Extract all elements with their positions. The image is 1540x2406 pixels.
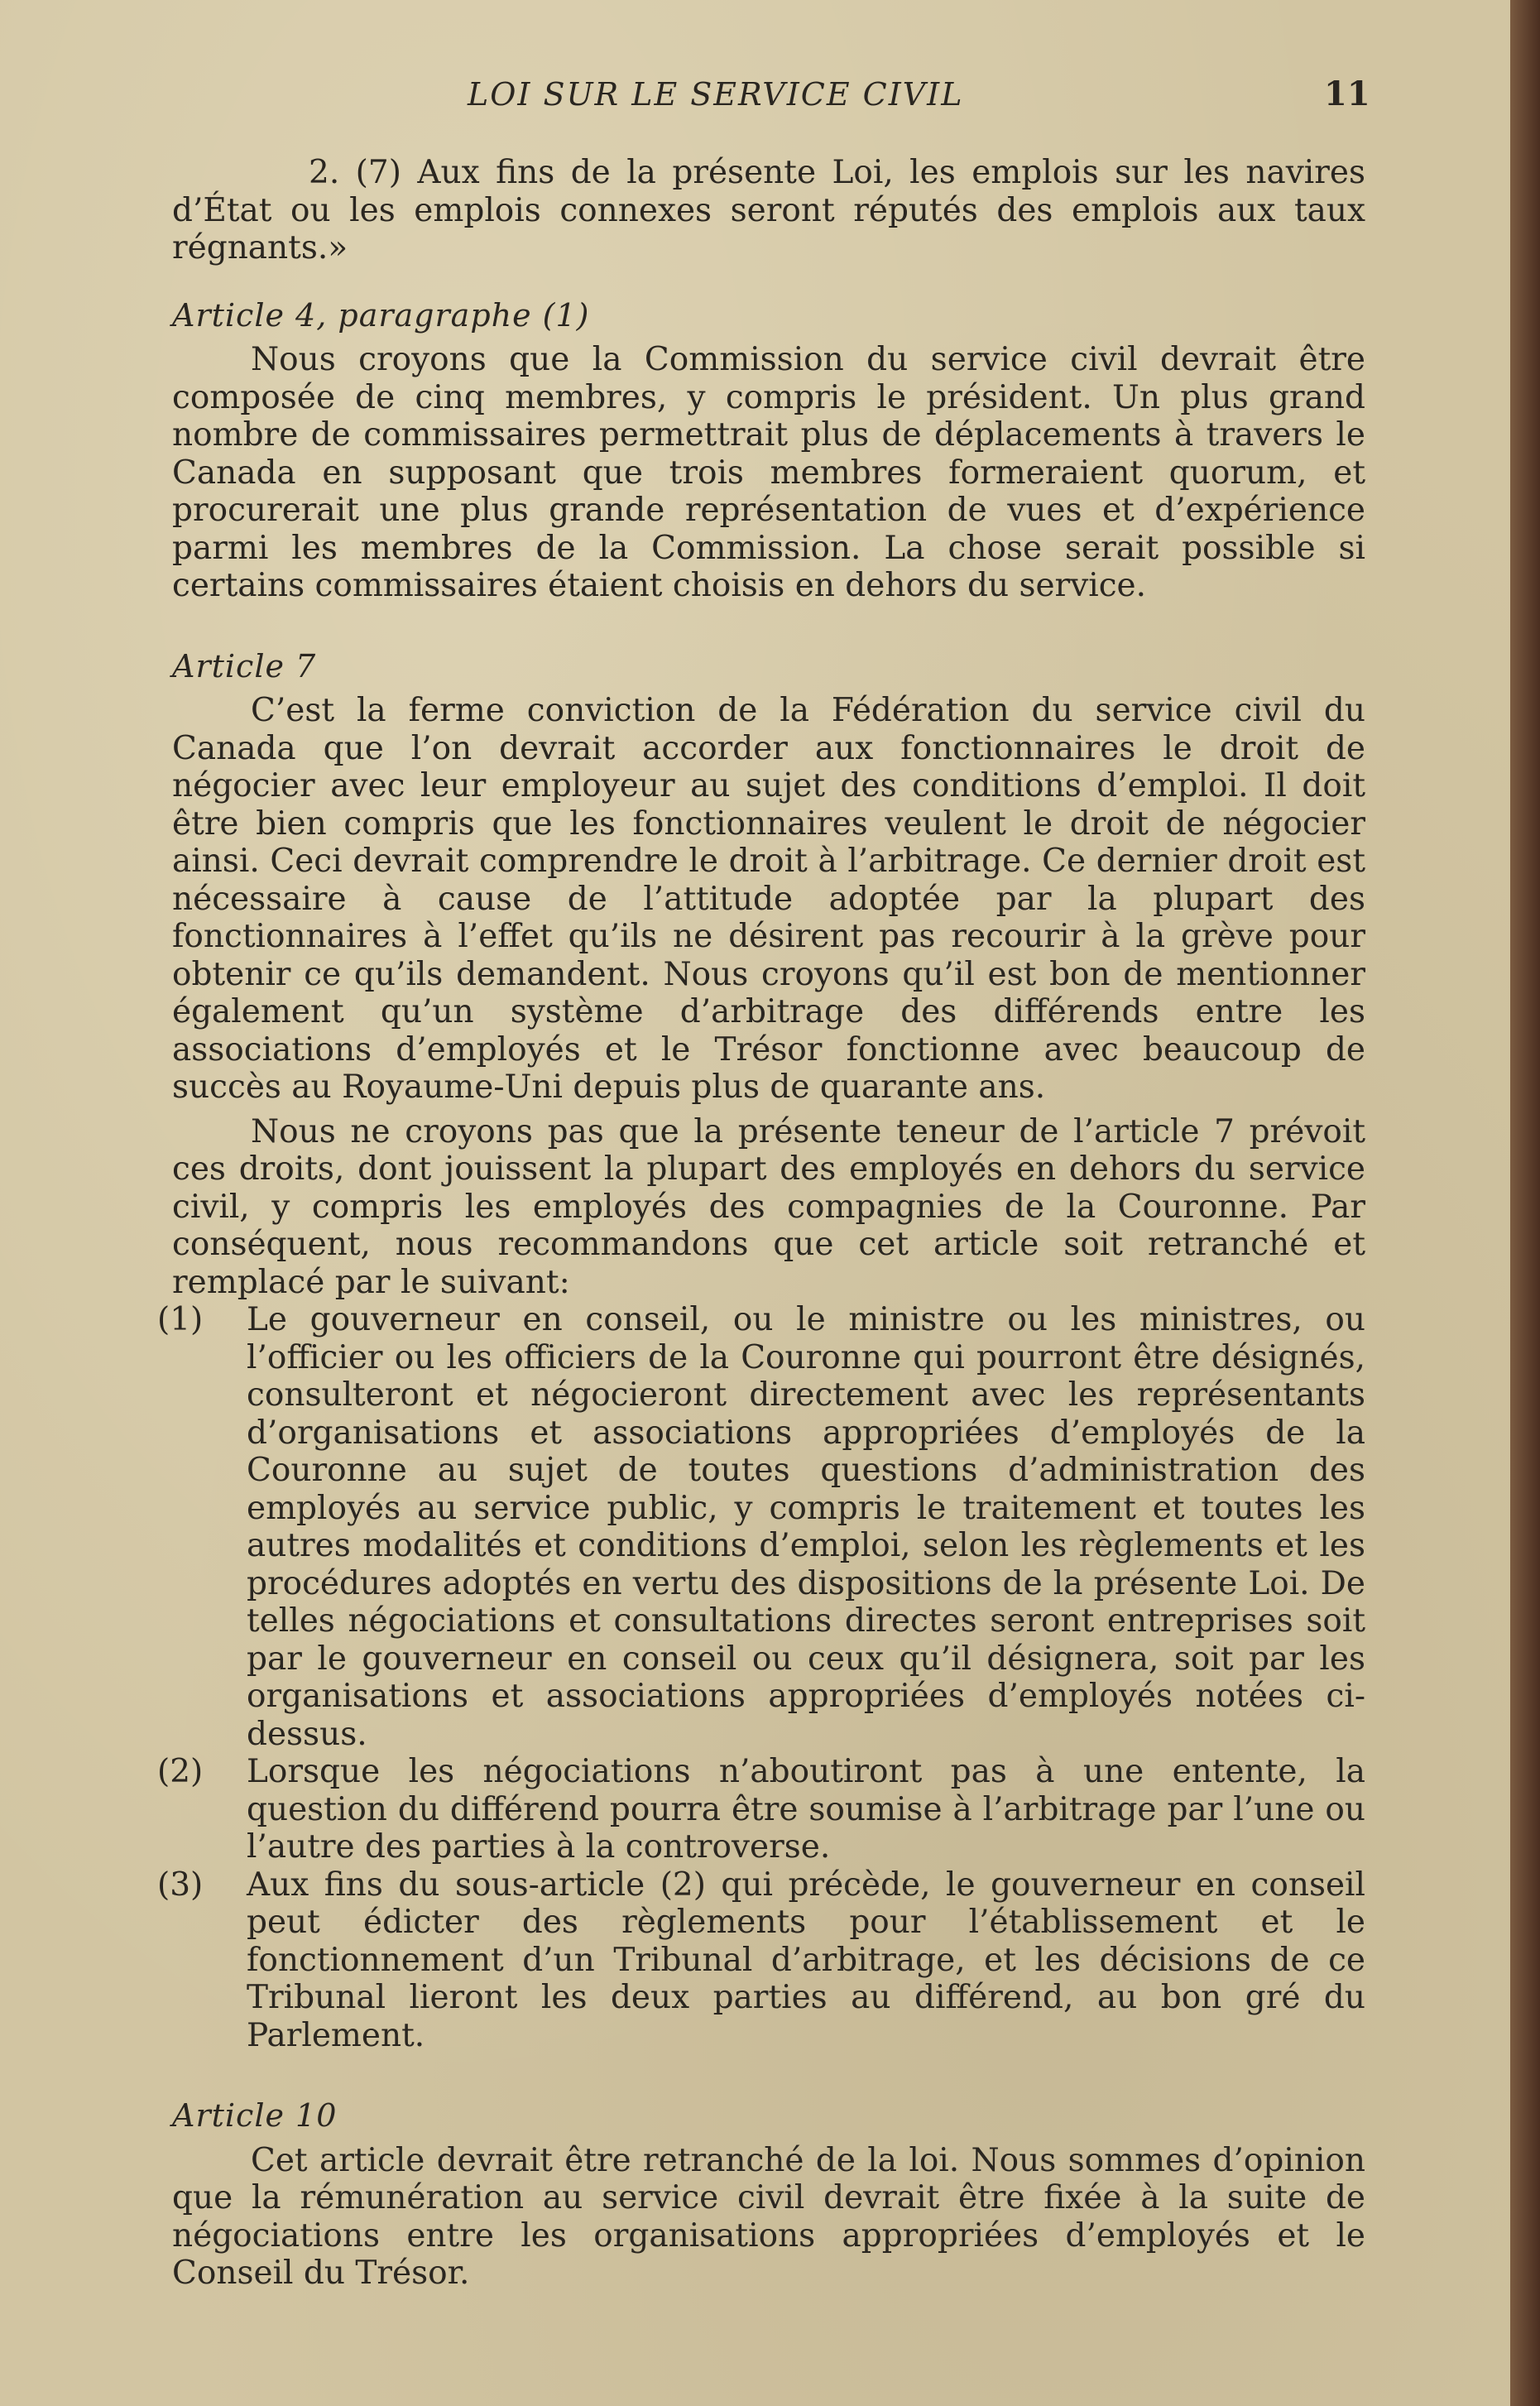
clause-number: (2) [157,1753,204,1790]
clause-number: (1) [157,1301,204,1338]
clause-1 [157,1301,1365,1753]
book-binding-edge [1510,0,1540,2406]
clause-text: Aux fins du sous-article (2) qui précède, le gouverneur en conseil peut édicter des règlements pour l’établissement et le fonctionnement d’un Tribunal d’arbitrage, et les décisions de ce Tribunal lieront les deux parties au différend, au bon gré du Parlement. [247,1866,1365,2054]
clause-text: Lorsque les négociations n’aboutiront pas à une entente, la question du différend pourra être soumise à l’arbitrage par l’une ou l’autre des parties à la controverse. [247,1753,1365,1866]
clause-2 [157,1753,1365,1866]
opening-paragraph: 2. (7) Aux fins de la présente Loi, les emplois sur les navires d’État ou les emplois connexes seront réputés des emplois aux taux régnants.» [172,154,1365,267]
paragraph-article-7-2: Nous ne croyons pas que la présente teneur de l’article 7 prévoit ces droits, dont jouissent la plupart des employés en dehors du service civil, y compris les employés des compagnies de la Couronne. Par conséquent, nous recommandons que cet article soit retranché et remplacé par le suivant: [172,1112,1365,1301]
paragraph-article-10: Cet article devrait être retranché de la loi. Nous sommes d’opinion que la rémunération au service civil devrait être fixée à la suite de négociations entre les organisations appropriées d’employés et le Conseil du Trésor. [172,2141,1365,2292]
body-text [157,154,1365,2293]
section-heading-article-7: Article 7 [172,647,317,684]
paragraph-article-7-1: C’est la ferme conviction de la Fédération du service civil du Canada que l’on devrait accorder aux fonctionnaires le droit de négocier avec leur employeur au sujet des conditions d’emploi. Il doit être bien compris que les fonctionnaires veulent le droit de négocier ainsi. Ceci devrait comprendre le droit à l’arbitrage. Ce dernier droit est nécessaire à cause de l’attitude adoptée par la plupart des fonctionnaires à l’effet qu’ils ne désirent pas recourir à la grève pour obtenir ce qu’ils demandent. Nous croyons qu’il est bon de mentionner également qu’un système d’arbitrage des différends entre les associations d’employés et le Trésor fonctionne avec beaucoup de succès au Royaume-Uni depuis plus de quarante ans. [172,692,1365,1106]
running-title: LOI SUR LE SERVICE CIVIL [468,76,964,113]
paragraph-gap [172,1107,1365,1113]
paragraph-article-4: Nous croyons que la Commission du service civil devrait être composée de cinq membres, y compris le président. Un plus grand nombre de commissaires permettrait plus de déplacements à travers le Canada en supposant que trois membres formeraient quorum, et procurerait une plus grande représentation de vues et d’expérience parmi les membres de la Commission. La chose serait possible si certains commissaires étaient choisis en dehors du service. [172,341,1365,604]
page-number: 11 [1324,74,1370,113]
clause-3 [157,1866,1365,2055]
section-heading-article-4: Article 4, paragraphe (1) [172,296,590,334]
clause-number: (3) [157,1866,204,1904]
section-heading-article-10: Article 10 [172,2097,338,2134]
running-header [0,76,1510,126]
clause-text: Le gouverneur en conseil, ou le ministre ou les ministres, ou l’officier ou les officiers de la Couronne qui pourront être désignés, consulteront et négocieront directement avec les représentants d’organisations et associations appropriées d’employés de la Couronne au sujet de toutes questions d’administration des employés au service public, y compris le traitement et toutes les autres modalités et conditions d’emploi, selon les règlements et les procédures adoptés en vertu des dispositions de la présente Loi. De telles négociations et consultations directes seront entreprises soit par le gouverneur en conseil ou ceux qu’il désignera, soit par les organisations et associations appropriées d’employés notées ci-dessus. [247,1301,1365,1753]
